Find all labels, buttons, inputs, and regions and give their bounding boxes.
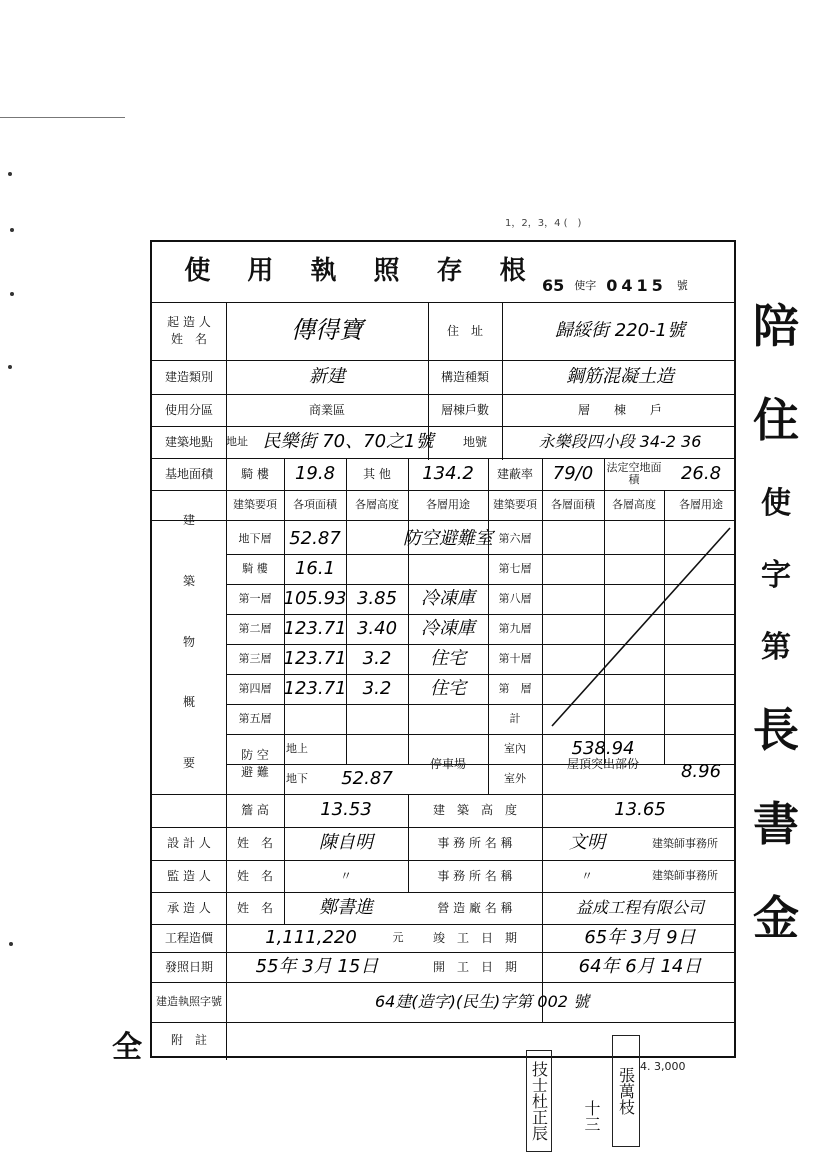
build-type-value: 新建	[309, 365, 345, 387]
floor-height	[346, 704, 408, 734]
building-height-label: 建 築 高 度	[432, 803, 517, 818]
open-space-value: 26.8	[680, 462, 722, 484]
roof-label: 屋頂突出部份	[566, 756, 639, 771]
margin-char: 陪	[753, 299, 799, 353]
supervisor-name-label: 姓 名	[236, 868, 273, 883]
issue-label: 發照日期	[164, 959, 213, 974]
floor-area: 123.71	[283, 647, 347, 669]
count-stamp: 十三	[582, 1100, 601, 1132]
row-divider	[152, 1022, 734, 1023]
issue-date: 55年 3月 15日	[255, 955, 379, 977]
floor-use: 冷凍庫	[421, 617, 475, 639]
margin-char: 使	[761, 486, 791, 521]
margin-dot	[10, 228, 14, 232]
supervisor-label: 監 造 人	[167, 868, 211, 883]
eave-value: 13.53	[320, 799, 372, 821]
form-title: 使 用 執 照 存 根	[184, 256, 540, 287]
margin-char: 長	[753, 703, 799, 757]
coverage-value: 79/0	[552, 462, 594, 484]
col-header: 建築要項	[233, 498, 277, 512]
floor-height: 3.2	[362, 647, 392, 669]
floor-name-right: 第十層	[498, 652, 532, 666]
col-header: 各層用途	[426, 498, 470, 512]
floors-label: 層棟戶數	[440, 402, 489, 417]
contractor-name-label: 姓 名	[236, 900, 273, 915]
building-summary-label	[152, 490, 226, 794]
floor-use: 住宅	[430, 677, 466, 699]
contractor-company: 益成工程有限公司	[575, 897, 704, 917]
cost-unit: 元	[392, 931, 404, 945]
side-char: 概	[182, 695, 195, 710]
margin-dot	[9, 942, 13, 946]
floor-use: 防空避難室	[403, 527, 493, 549]
arcade-value: 19.8	[294, 462, 336, 484]
applicant-label	[152, 302, 226, 360]
inspector-stamp: 技士杜正辰	[526, 1050, 552, 1152]
build-type-label: 建造類別	[164, 369, 213, 384]
completion-label: 竣 工 日 期	[432, 930, 517, 945]
applicant-label-top: 起 造 人	[167, 315, 211, 330]
applicant-name: 傳得寶	[291, 316, 363, 345]
permit-form	[150, 240, 736, 1058]
margin-dot	[8, 172, 12, 176]
floor-name-right: 第八層	[498, 592, 532, 606]
col-header: 各層高度	[355, 498, 399, 512]
side-char: 建	[182, 513, 195, 528]
floor-area: 16.1	[294, 557, 336, 579]
designer-office-label: 事 務 所 名 稱	[437, 836, 513, 851]
site-address: 民樂街 70、70之1號	[262, 430, 434, 452]
contractor-company-label: 營 造 廠 名 稱	[437, 900, 513, 915]
margin-dot	[10, 292, 14, 296]
permit-ref-value: 64建(造字)(民生)字第 002 號	[374, 991, 590, 1011]
contractor-name: 鄭書進	[319, 896, 373, 918]
side-char: 物	[182, 634, 195, 649]
margin-left-char: 全	[112, 1030, 142, 1065]
col-header: 建築要項	[493, 498, 537, 512]
floor-name-right: 第 層	[498, 682, 532, 696]
address-label: 住 址	[446, 323, 483, 338]
shelter-label-bottom: 避 難	[241, 765, 269, 779]
cost-label: 工程造價	[164, 930, 213, 945]
zoning-value: 商業區	[308, 402, 345, 417]
arcade-label: 騎 樓	[241, 466, 269, 481]
floor-height: 3.2	[362, 677, 392, 699]
other-value: 134.2	[422, 462, 474, 484]
floor-use: 冷凍庫	[421, 587, 475, 609]
supervisor-office: 〃	[580, 868, 593, 883]
permit-number: 0415	[606, 275, 667, 295]
margin-rule	[0, 117, 125, 118]
contractor-label: 承 造 人	[167, 900, 211, 915]
designer-name-label: 姓 名	[236, 836, 273, 851]
area-label: 基地面積	[164, 466, 213, 481]
floor-name: 騎 樓	[242, 562, 268, 576]
col-header: 各層面積	[551, 498, 595, 512]
side-char: 築	[182, 573, 195, 588]
col-header: 各層用途	[679, 498, 723, 512]
below-ground-value: 52.87	[341, 767, 393, 789]
col-header: 各項面積	[293, 498, 337, 512]
approver-stamp: 張萬枝	[612, 1035, 640, 1147]
quantity-stamp: 4. 3,000	[640, 1060, 686, 1073]
permit-year: 65	[542, 275, 565, 295]
floor-use	[408, 554, 488, 584]
site-address-label: 地址	[226, 435, 248, 449]
permit-suffix: 號	[676, 279, 688, 293]
floor-area: 105.93	[283, 587, 347, 609]
floor-use: 住宅	[430, 647, 466, 669]
indoor-label: 室內	[504, 742, 526, 756]
designer-name: 陳自明	[319, 832, 373, 854]
floor-name-right: 第六層	[498, 532, 532, 546]
registration-stamp: 1，2，3，4 ( )	[505, 218, 582, 229]
floor-name: 第三層	[238, 652, 272, 666]
side-char: 要	[182, 756, 195, 771]
supervisor-office-label: 事 務 所 名 稱	[437, 868, 513, 883]
designer-office: 文明	[569, 832, 605, 854]
floor-name-right: 第七層	[498, 562, 532, 576]
designer-office-suffix: 建築師事務所	[652, 836, 718, 850]
total-area: 538.94	[571, 737, 635, 759]
applicant-address: 歸綏街 220-1號	[554, 319, 686, 341]
coverage-label: 建蔽率	[496, 466, 533, 481]
parking-label: 停車場	[429, 756, 466, 771]
right-margin-note	[746, 290, 806, 948]
floor-area: 123.71	[283, 617, 347, 639]
margin-char: 書	[753, 797, 799, 851]
structure-value: 鋼筋混凝土造	[566, 365, 674, 387]
margin-dot	[8, 365, 12, 369]
other-label: 其 他	[363, 466, 391, 481]
note-label: 附 註	[170, 1032, 207, 1047]
floor-area	[284, 704, 346, 734]
floor-height	[346, 554, 408, 584]
floor-height	[346, 524, 408, 554]
start-label: 開 工 日 期	[432, 959, 517, 974]
floor-name-right: 計	[509, 712, 521, 726]
cost-value: 1,111,220	[265, 926, 357, 948]
designer-label: 設 計 人	[167, 836, 211, 851]
shelter-label-top: 防 空	[241, 748, 269, 763]
margin-char: 金	[753, 891, 799, 945]
floor-height: 3.40	[356, 617, 398, 639]
below-ground-label: 地下	[286, 772, 308, 786]
strike-line	[552, 528, 730, 726]
site-label: 建築地點	[164, 434, 213, 449]
floor-area: 52.87	[289, 527, 341, 549]
diagonal-strike	[542, 520, 738, 734]
floor-name-right: 第九層	[498, 622, 532, 636]
applicant-label-bottom: 姓 名	[170, 332, 207, 346]
shelter-label	[226, 734, 284, 794]
outdoor-label: 室外	[504, 772, 526, 786]
margin-char: 第	[761, 630, 791, 665]
margin-char: 住	[753, 393, 799, 447]
eave-label: 簷 高	[241, 803, 269, 818]
above-ground-label: 地上	[286, 742, 308, 756]
structure-label: 構造種類	[440, 369, 489, 384]
floor-height: 3.85	[356, 587, 398, 609]
start-date: 64年 6月 14日	[578, 955, 702, 977]
floors-value: 層 棟 戶	[577, 402, 662, 417]
permit-ref-label: 建造執照字號	[156, 995, 222, 1009]
lot-value: 永樂段四小段 34-2 36	[538, 431, 702, 451]
margin-char: 字	[761, 558, 791, 593]
building-height-value: 13.65	[614, 799, 666, 821]
floor-name: 第五層	[238, 712, 272, 726]
col-header: 各層高度	[612, 498, 656, 512]
completion-date: 65年 3月 9日	[584, 926, 696, 948]
permit-number-block	[542, 274, 732, 298]
floor-use	[408, 704, 488, 734]
lot-label: 地號	[462, 434, 487, 449]
floor-area: 123.71	[283, 677, 347, 699]
floor-name: 地下層	[238, 532, 272, 546]
zoning-label: 使用分區	[164, 402, 213, 417]
permit-word: 使字	[574, 279, 597, 293]
open-space-label: 法定空地面積	[606, 461, 662, 486]
floor-name: 第四層	[238, 682, 272, 696]
supervisor-office-suffix: 建築師事務所	[652, 869, 718, 883]
floor-name: 第二層	[238, 622, 272, 636]
supervisor-name: 〃	[339, 868, 352, 883]
floor-name: 第一層	[238, 592, 272, 606]
roof-value: 8.96	[680, 760, 722, 782]
